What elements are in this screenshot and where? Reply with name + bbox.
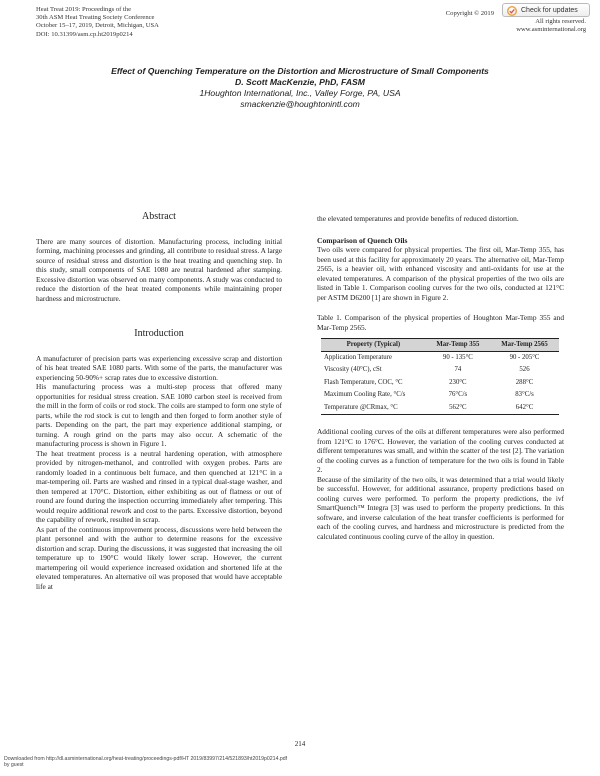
- check-for-updates-button[interactable]: [502, 3, 590, 17]
- table-cell: Maximum Cooling Rate, °C/s: [324, 391, 406, 399]
- comparison-paragraph: Two oils were compared for physical properties. The first oil, Mar-Temp 355, has been used at this facility for approximately 20 years. The alternative oil, Mar-Temp 2565, is a heavier oil, with enhanced viscosity and anti-oxidants for use at the elevated temperatures. A comparison of the physical properties of the two oils are listed in Table 1. Comparison cooling curves for the two oils, conducted at 121°C per ASTM D6200 [1] are shown in Figure 2.: [317, 245, 564, 302]
- paper-title-block: [0, 66, 600, 110]
- table-cell: 562°C: [426, 402, 490, 415]
- copyright-text: Copyright © 2019: [445, 10, 494, 17]
- paper-author: D. Scott MacKenzie, PhD, FASM: [235, 77, 365, 87]
- download-footer: [4, 756, 287, 768]
- header-doi: DOI: 10.31399/asm.cp.ht2019p0214: [36, 30, 133, 38]
- table-cell: 526: [519, 366, 530, 374]
- table-cell: 83°C/s: [515, 391, 534, 399]
- header-line: 30th ASM Heat Treating Society Conference: [36, 14, 155, 22]
- table-cell: 90 - 205°C: [509, 354, 540, 361]
- table-row: [321, 377, 559, 389]
- intro-continuation: the elevated temperatures and provide benefits of reduced distortion.: [317, 214, 519, 223]
- table-caption: Table 1. Comparison of the physical properties of Houghton Mar-Temp 355 and Mar-Temp 2565.: [317, 313, 564, 332]
- page-number: 214: [294, 740, 306, 748]
- table-cell: 90 - 135°C: [442, 354, 473, 361]
- table-header: Mar-Temp 355: [426, 339, 490, 352]
- introduction-heading: Introduction: [134, 328, 184, 339]
- table-cell: 74: [454, 366, 462, 374]
- guest-label: by guest: [4, 762, 24, 769]
- table-header-row: [321, 339, 559, 352]
- right-column: [317, 214, 564, 541]
- download-link[interactable]: Downloaded from http://dl.asminternational.org/heat-treating/proceedings-pdf/HT 2019/83997/214/521893/ht2019p0214.pdf: [4, 756, 288, 762]
- table-row: [321, 352, 559, 365]
- comparison-heading: Comparison of Quench Oils: [317, 235, 408, 245]
- intro-paragraph: A manufacturer of precision parts was experiencing excessive scrap and distortion of his heat treated SAE 1080 parts. With some of the parts, the manufacturer was experiencing 50-90%+ scrap rates due to excessive distortion.: [36, 353, 282, 382]
- table-cell: 230°C: [449, 378, 467, 386]
- paper-email: smackenzie@houghtonintl.com: [240, 99, 360, 109]
- left-column: [36, 212, 282, 591]
- table-row: [321, 364, 559, 376]
- table-header: Mar-Temp 2565: [490, 339, 559, 352]
- website-link[interactable]: www.asminternational.org: [516, 26, 586, 34]
- conference-header: [36, 6, 159, 39]
- intro-paragraph: As part of the continuous improvement process, discussions were held between the plant personnel and with the author to determine reasons for the excessive distortion and scrap. During the discussions, it was suggested that increasing the oil temperature up to 190°C would likely lower scrap. However, the current martempering oil would experience increased oxidation and shortened life at the elevated temperatures. An alternative oil was proposed that would have acceptable life at: [36, 524, 282, 591]
- table-header: Property (Typical): [321, 339, 426, 352]
- header-line: Heat Treat 2019: Proceedings of the: [36, 6, 132, 13]
- abstract-text: There are many sources of distortion. Manufacturing process, including initial forming, machining processes and grinding, all contribute to residual stress. A large source of residual stress and distortion is the heat treating and quenching step. In this study, small components of SAE 1080 are neutral hardened after stamping. Excessive distortion was observed on many components. A study was conducted to reduce the distortion of the heat treated components while maintaining proper hardness and microstructure.: [36, 236, 282, 303]
- table-row: [321, 389, 559, 401]
- abstract-heading: Abstract: [142, 211, 176, 222]
- paper-affiliation: 1Houghton International, Inc., Valley Forge, PA, USA: [199, 88, 401, 98]
- paper-title: Effect of Quenching Temperature on the Distortion and Microstructure of Small Components: [111, 66, 489, 76]
- check-updates-icon: [507, 6, 517, 16]
- header-line: October 15–17, 2019, Detroit, Michigan, USA: [36, 22, 159, 30]
- table-cell: 288°C: [515, 378, 534, 386]
- intro-paragraph: His manufacturing process was a multi-step process that offered many opportunities for residual stress creation. SAE 1080 carbon steel is received from the mill in the form of coils or rod stock. The coils are stamped to form one style of parts, while the rod stock is cut to length and then forged to form another style of parts. Depending on the part, the part may experience additional stamping, or turning. A rough grind on the parts may also occur. A schematic of the manufacturing process is shown in Figure 1.: [36, 382, 282, 448]
- check-updates-label: Check for updates: [521, 7, 578, 14]
- table-cell: Application Temperature: [324, 354, 392, 361]
- intro-paragraph: The heat treatment process is a neutral hardening operation, with atmosphere provided by nitrogen-methanol, and controlled with oxygen probes. Parts are randomly loaded in a continuous belt furnace, and then quenched at 121°C in a mar-tempering oil. Parts are washed and rinsed in a typical dual-stage washer, and then tempered at 170°C. Distortion, either exhibiting as out of flatness or out of round are found during the inspection occurring immediately after tempering. This would require additional rework and cost to the parts. Excessive distortion, beyond the capability of rework, resulted in scrap.: [36, 448, 282, 524]
- table-cell: 76°C/s: [448, 391, 468, 399]
- table-row: [321, 402, 559, 415]
- rights-text: All rights reserved.: [535, 18, 586, 26]
- table-cell: Flash Temperature, COC, °C: [324, 378, 403, 386]
- properties-table: [321, 338, 559, 415]
- table-cell: 642°C: [490, 402, 559, 415]
- table-cell: Viscosity (40°C), cSt: [324, 366, 382, 374]
- table-cell: Temperature @CRmax, °C: [321, 402, 426, 415]
- comparison-paragraph: Additional cooling curves of the oils at different temperatures were also performed from 121°C to 176°C. However, the variation of the cooling curves conducted at different temperatures was small, and within the scatter of the test [2]. The variation of the cooling curves as a function of temperature for the two oils is found in Table 2.: [317, 427, 564, 475]
- comparison-paragraph: Because of the similarity of the two oils, it was determined that a trial would likely be successful. However, for additional assurance, property predictions based on cooling curves were performed. To perform the property predictions, the ivf SmartQuench™ Integra [3] was used to perform the property predictions. In this software, and inverse calculation of the heat transfer coefficients is performed for each of the cooling curves, and hardness and microstructure is predicted from the calculated continuous cooling curve of the alloy in question.: [317, 474, 564, 541]
